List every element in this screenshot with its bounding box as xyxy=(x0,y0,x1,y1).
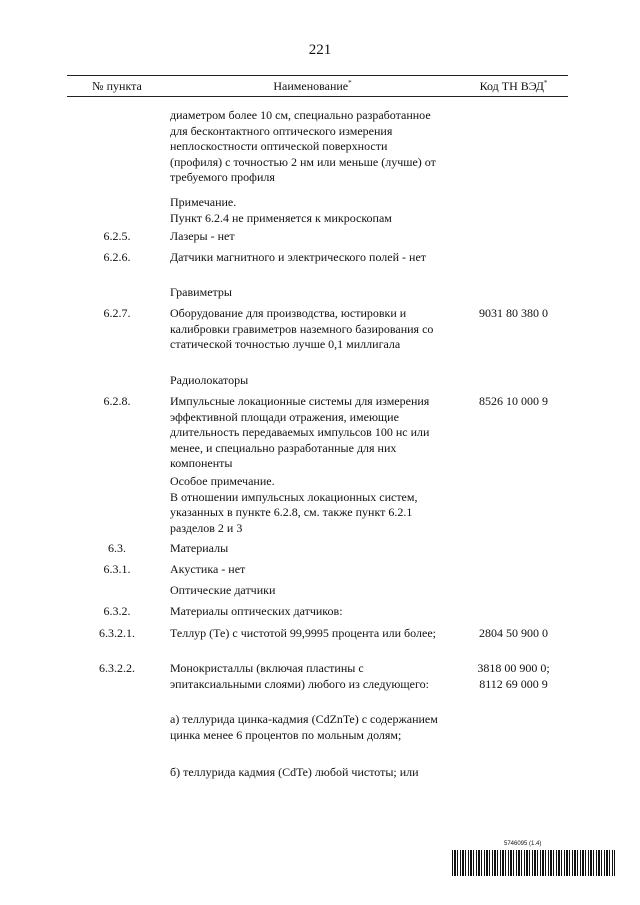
row-name: диаметром более 10 см, специально разработанное для бесконтактного оптического измерения неплоскостности оптической поверхности (профиля) с точностью 2 нм или меньше (лучше) от требуемого профиля xyxy=(170,108,436,184)
row-number: 6.2.7. xyxy=(103,306,131,320)
header-col-name-asterisk: * xyxy=(348,79,352,87)
barcode-label: 5746095 (1.4) xyxy=(504,841,542,847)
page-number: 221 xyxy=(308,42,332,58)
row-note: Особое примечание. В отношении импульсных локационных систем, указанных в пункте 6.2.8, см. также пункт 6.2.1 разделов 2 и 3 xyxy=(170,474,418,535)
header-col-code-text: Код ТН ВЭД xyxy=(479,79,544,93)
row-code: 9031 80 380 0 xyxy=(479,306,548,320)
row-name: Монокристаллы (включая пластины с эпитаксиальными слоями) любого из следующего: xyxy=(170,661,429,691)
header-col-number: № пункта xyxy=(92,79,142,93)
row-number: 6.3.2. xyxy=(103,604,131,618)
row-code: 8526 10 000 9 xyxy=(479,394,548,408)
row-name: Оборудование для производства, юстировки и калибровки гравиметров наземного базирования со статической точностью лучше 0,1 миллигала xyxy=(170,306,434,351)
row-name: Лазеры - нет xyxy=(170,229,235,243)
table-header xyxy=(67,75,568,97)
row-name: Теллур (Те) с чистотой 99,9995 процента или более; xyxy=(170,626,436,640)
row-name: Датчики магнитного и электрического полей - нет xyxy=(170,250,427,264)
row-code: 3818 00 900 0; 8112 69 000 9 xyxy=(477,661,550,691)
row-section-heading: Радиолокаторы xyxy=(170,373,249,387)
row-number: 6.3.2.2. xyxy=(99,661,135,675)
row-section-heading: Оптические датчики xyxy=(170,583,276,597)
row-number: 6.2.8. xyxy=(103,394,131,408)
barcode xyxy=(452,841,615,879)
row-number: 6.3. xyxy=(108,541,126,555)
row-name: Материалы xyxy=(170,541,229,555)
row-name: Материалы оптических датчиков: xyxy=(170,604,343,618)
barcode-bars xyxy=(452,850,615,876)
row-code: 2804 50 900 0 xyxy=(479,626,548,640)
header-col-name xyxy=(170,79,455,94)
row-name: Импульсные локационные системы для измерения эффективной площади отражения, имеющие длительность передаваемых импульсов 100 нс или менее, и специально разработанные для них компоненты xyxy=(170,394,430,470)
row-number: 6.2.5. xyxy=(103,229,131,243)
row-number: 6.3.2.1. xyxy=(99,626,135,640)
header-col-name-text: Наименование xyxy=(273,79,349,93)
header-col-code xyxy=(459,79,568,94)
row-section-heading: Гравиметры xyxy=(170,285,232,299)
header-col-code-asterisk: * xyxy=(543,79,548,87)
row-subitem: б) теллурида кадмия (CdTe) любой чистоты; или xyxy=(170,765,419,779)
row-name: Акустика - нет xyxy=(170,562,246,576)
row-note: Примечание. Пункт 6.2.4 не применяется к микроскопам xyxy=(170,195,392,225)
row-number: 6.2.6. xyxy=(103,250,131,264)
row-subitem: а) теллурида цинка-кадмия (CdZnTe) с содержанием цинка менее 6 процентов по мольным долям; xyxy=(170,712,438,742)
row-number: 6.3.1. xyxy=(103,562,131,576)
